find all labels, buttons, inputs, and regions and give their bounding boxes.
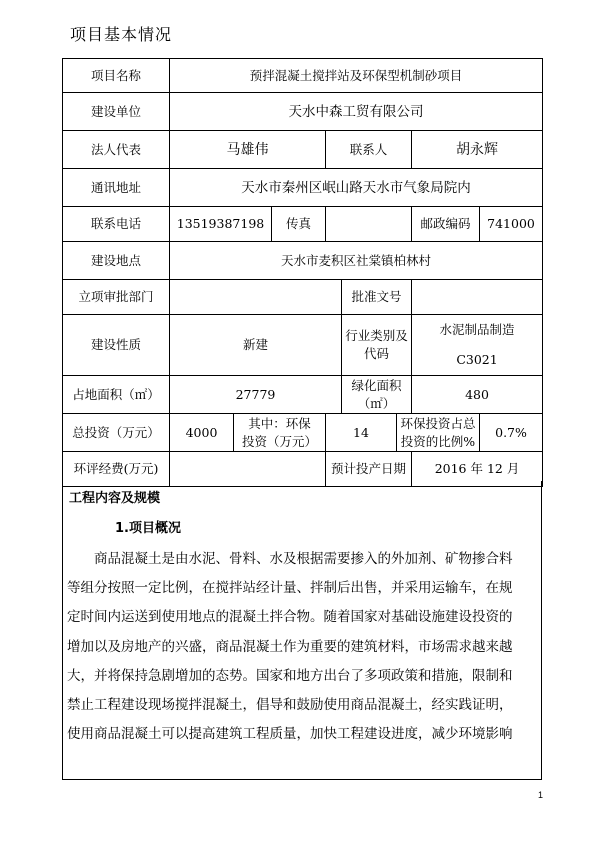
page-heading: 项目基本情况 [70,25,173,44]
table-row [63,93,543,131]
paragraph-line: 禁止工程建设现场搅拌混凝土，倡导和鼓励使用商品混凝土，经实践证明， [67,697,513,714]
env-invest-label [234,414,326,452]
area-value: 27779 [170,376,342,414]
env-ratio-label-line2: 投资的比例% [400,433,476,449]
legal-rep-label: 法人代表 [63,131,170,169]
area-label: 占地面积（㎡） [63,376,170,414]
phone-value: 13519387198 [170,207,272,242]
table-row [63,376,543,414]
contact-label: 联系人 [326,131,412,169]
industry-label-line1: 行业类别及 [345,328,408,343]
industry-name: 水泥制品制造 [439,322,515,337]
paragraph-line: 商品混凝土是由水泥、骨料、水及根据需要掺入的外加剂、矿物掺合料 [67,551,513,567]
table-row [63,169,543,207]
env-ratio-value: 0.7% [480,414,543,452]
env-invest-label-line2: 投资（万元） [241,433,317,449]
paragraph-line: 增加以及房地产的兴盛，商品混凝土作为重要的建筑材料，市场需求越来越 [67,638,513,655]
address-label: 通讯地址 [63,169,170,207]
fax-value [326,207,412,242]
project-name-value: 预拌混凝土搅拌站及环保型机制砂项目 [170,59,543,93]
site-value: 天水市麦积区社棠镇柏林村 [170,242,543,280]
contact-value: 胡永辉 [412,131,543,169]
table-row [63,207,543,242]
env-ratio-label-line1: 环保投资占总 [400,415,476,431]
env-invest-value: 14 [326,414,397,452]
phone-label: 联系电话 [63,207,170,242]
industry-label [342,315,412,376]
project-content-box [62,481,542,780]
table-row [63,131,543,169]
table-row [63,242,543,280]
start-date-label: 预计投产日期 [326,452,412,487]
section-title: 工程内容及规模 [69,491,161,506]
legal-rep-value: 马雄伟 [170,131,326,169]
invest-label: 总投资（万元） [63,414,170,452]
green-label-line2: （㎡） [357,395,396,411]
table-row [63,59,543,93]
green-label-line1: 绿化面积 [351,377,402,393]
approval-no-label: 批准文号 [342,280,412,315]
nature-value: 新建 [170,315,342,376]
env-ratio-label [397,414,480,452]
industry-value [412,315,543,376]
sub-title: 1.项目概况 [115,521,181,536]
nature-label: 建设性质 [63,315,170,376]
green-value: 480 [412,376,543,414]
start-date-value: 2016 年 12 月 [412,452,543,487]
invest-value: 4000 [170,414,234,452]
fax-label: 传真 [272,207,326,242]
builder-label: 建设单位 [63,93,170,131]
table-row [63,315,543,376]
table-row [63,414,543,452]
postcode-label: 邮政编码 [412,207,480,242]
builder-value: 天水中森工贸有限公司 [170,93,543,131]
paragraph-line: 定时间内运送到使用地点的混凝土拌合物。随着国家对基础设施建设投资的 [67,609,513,626]
industry-label-line2: 代码 [363,346,389,361]
paragraph-line: 等组分按照一定比例，在搅拌站经计量、拌制后出售，并采用运输车，在规 [67,580,513,597]
overview-paragraph [67,545,537,749]
approval-no-value [412,280,543,315]
eia-fee-label: 环评经费(万元) [63,452,170,487]
approval-dept-value [170,280,342,315]
project-name-label: 项目名称 [63,59,170,93]
approval-dept-label: 立项审批部门 [63,280,170,315]
paragraph-line: 大，并将保持急剧增加的态势。国家和地方出台了多项政策和措施，限制和 [67,667,513,684]
green-label [342,376,412,414]
site-label: 建设地点 [63,242,170,280]
project-info-table [62,58,543,487]
paragraph-line: 使用商品混凝土可以提高建筑工程质量，加快工程建设进度，减少环境影响 [67,726,513,743]
env-invest-label-line1: 其中：环保 [248,415,311,431]
postcode-value: 741000 [480,207,543,242]
table-row [63,280,543,315]
industry-code: C3021 [456,352,498,367]
address-value: 天水市秦州区岷山路天水市气象局院内 [170,169,543,207]
page-number: 1 [538,790,544,800]
